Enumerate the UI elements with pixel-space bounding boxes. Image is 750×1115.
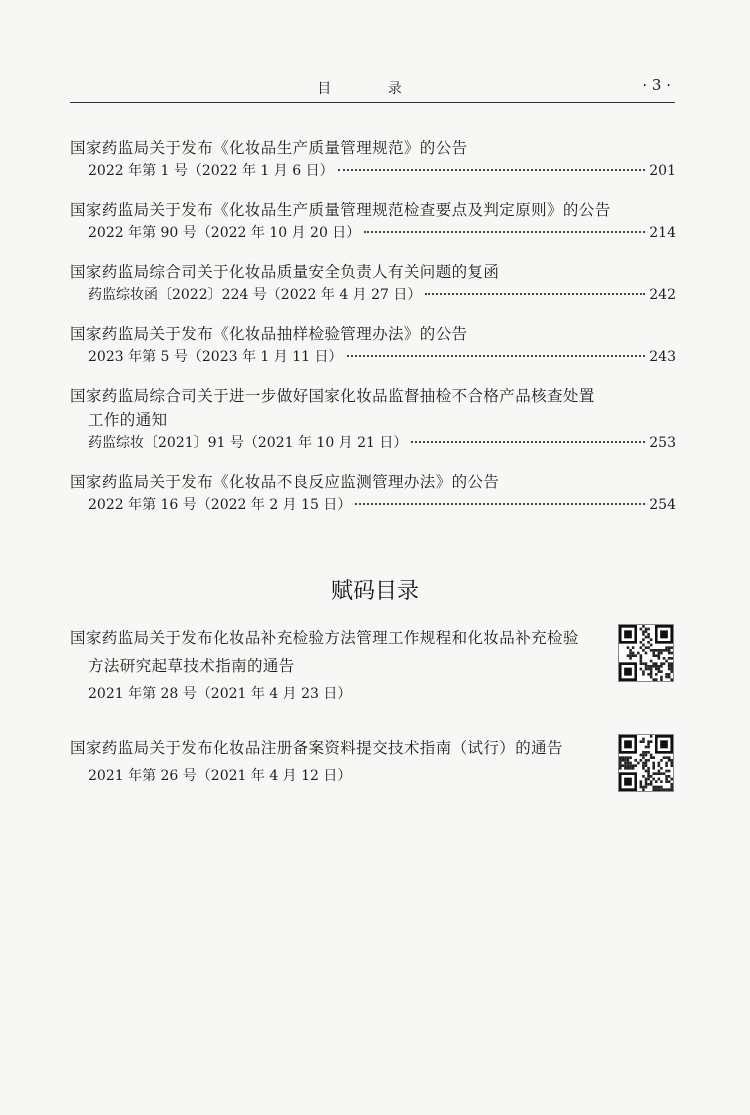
toc-entry[interactable] (70, 470, 676, 520)
qr-list-item[interactable] (70, 624, 676, 708)
dot-leader (425, 293, 645, 295)
dot-leader (338, 169, 646, 171)
qr-item-title: 国家药监局关于发布化妆品注册备案资料提交技术指南（试行）的通告 (70, 739, 563, 757)
toc-entry-title: 国家药监局关于发布《化妆品生产质量管理规范检查要点及判定原则》的公告 (70, 201, 611, 219)
qr-section-title: 赋码目录 (330, 579, 419, 604)
dot-leader (364, 231, 645, 233)
toc-entry[interactable] (70, 260, 676, 310)
toc-entry-page: 253 (649, 435, 676, 451)
toc-entry-title: 国家药监局关于发布《化妆品抽样检验管理办法》的公告 (70, 325, 468, 343)
toc-entry-ref: 2022 年第 16 号（2022 年 2 月 15 日） (88, 497, 352, 513)
toc-entry-page: 201 (649, 163, 676, 179)
toc-entry-title: 国家药监局关于发布《化妆品不良反应监测管理办法》的公告 (70, 473, 500, 491)
toc-entry-page: 214 (649, 225, 676, 241)
header-title: 目 录 (317, 81, 428, 97)
toc-entry-page: 243 (649, 349, 676, 365)
toc-entry-ref: 药监综妆〔2021〕91 号（2021 年 10 月 21 日） (88, 435, 408, 451)
toc-entry-title-cont: 工作的通知 (88, 411, 168, 429)
toc-entry[interactable] (70, 136, 676, 186)
toc-entry[interactable] (70, 384, 676, 458)
running-header (70, 68, 675, 103)
toc-entry-ref: 2022 年第 90 号（2022 年 10 月 20 日） (88, 225, 361, 241)
qr-code-icon[interactable] (618, 734, 674, 792)
toc-list (70, 136, 676, 532)
toc-entry[interactable] (70, 198, 676, 248)
toc-entry-page: 242 (649, 287, 676, 303)
qr-item-title-cont: 方法研究起草技术指南的通告 (88, 657, 295, 675)
toc-entry-ref: 药监综妆函〔2022〕224 号（2022 年 4 月 27 日） (88, 287, 422, 303)
qr-item-ref: 2021 年第 28 号（2021 年 4 月 23 日） (88, 686, 352, 702)
qr-code-icon[interactable] (618, 624, 674, 682)
dot-leader (355, 503, 645, 505)
toc-entry-ref: 2023 年第 5 号（2023 年 1 月 11 日） (88, 349, 343, 365)
dot-leader (347, 355, 646, 357)
dot-leader (411, 441, 645, 443)
qr-item-ref: 2021 年第 26 号（2021 年 4 月 12 日） (88, 768, 352, 784)
qr-item-title: 国家药监局关于发布化妆品补充检验方法管理工作规程和化妆品补充检验 (70, 629, 579, 647)
page-number: · 3 · (642, 76, 671, 94)
toc-entry-title: 国家药监局综合司关于化妆品质量安全负责人有关问题的复函 (70, 263, 500, 281)
toc-entry[interactable] (70, 322, 676, 372)
toc-entry-page: 254 (649, 497, 676, 513)
toc-entry-title: 国家药监局关于发布《化妆品生产质量管理规范》的公告 (70, 139, 468, 157)
qr-list-item[interactable] (70, 734, 676, 790)
toc-entry-title: 国家药监局综合司关于进一步做好国家化妆品监督抽检不合格产品核查处置 (70, 387, 595, 405)
toc-entry-ref: 2022 年第 1 号（2022 年 1 月 6 日） (88, 163, 334, 179)
